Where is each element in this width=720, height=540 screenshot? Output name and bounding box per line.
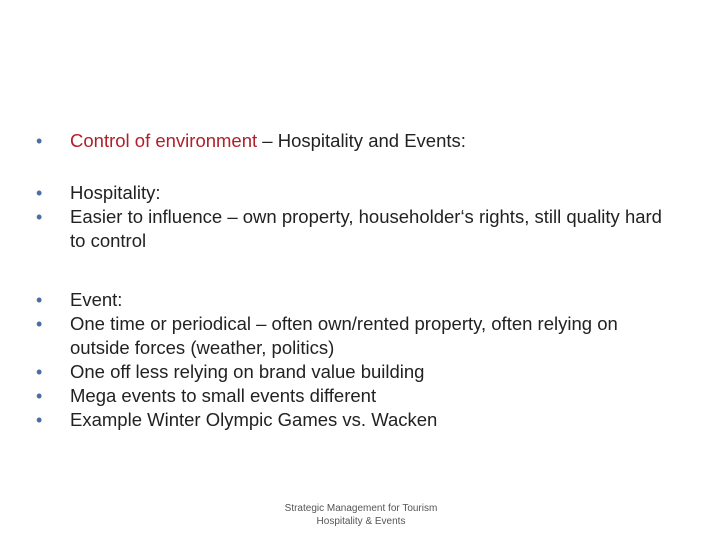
bullet-icon: • <box>36 314 43 334</box>
bullet-icon: • <box>36 131 43 151</box>
bullet-item-control-of-environment <box>36 129 676 153</box>
bullet-text: Easier to influence – own property, householder‘s rights, still quality hard to control <box>70 206 662 251</box>
slide-footer <box>258 502 464 528</box>
bullet-icon: • <box>36 290 43 310</box>
bullet-text: – Hospitality and Events: <box>257 130 466 151</box>
bullet-item-hospitality <box>36 181 676 205</box>
bullet-item-one-time-or-periodical <box>36 312 676 360</box>
bullet-icon: • <box>36 183 43 203</box>
bullet-text: Hospitality: <box>70 182 161 203</box>
bullet-item-mega-events <box>36 384 676 408</box>
bullet-text: One time or periodical – often own/rented property, often relying on outside forces (weather, politics) <box>70 313 618 358</box>
bullet-icon: • <box>36 207 43 227</box>
bullet-text: One off less relying on brand value building <box>70 361 425 382</box>
bullet-item-example <box>36 408 676 432</box>
bullet-group-hospitality <box>36 181 676 253</box>
highlighted-term: Control of environment <box>70 130 258 151</box>
bullet-group-event <box>36 288 676 432</box>
bullet-icon: • <box>36 386 43 406</box>
bullet-text: Example Winter Olympic Games vs. Wacken <box>70 409 438 430</box>
bullet-item-easier-to-influence <box>36 205 676 253</box>
bullet-icon: • <box>36 410 43 430</box>
bullet-text: Event: <box>70 289 123 310</box>
bullet-text: Mega events to small events different <box>70 385 377 406</box>
footer-line-1: Strategic Management for Tourism <box>284 503 438 514</box>
bullet-item-event <box>36 288 676 312</box>
bullet-icon: • <box>36 362 43 382</box>
bullet-item-one-off <box>36 360 676 384</box>
bullet-group-environment <box>36 129 676 153</box>
footer-line-2: Hospitality & Events <box>316 516 406 527</box>
